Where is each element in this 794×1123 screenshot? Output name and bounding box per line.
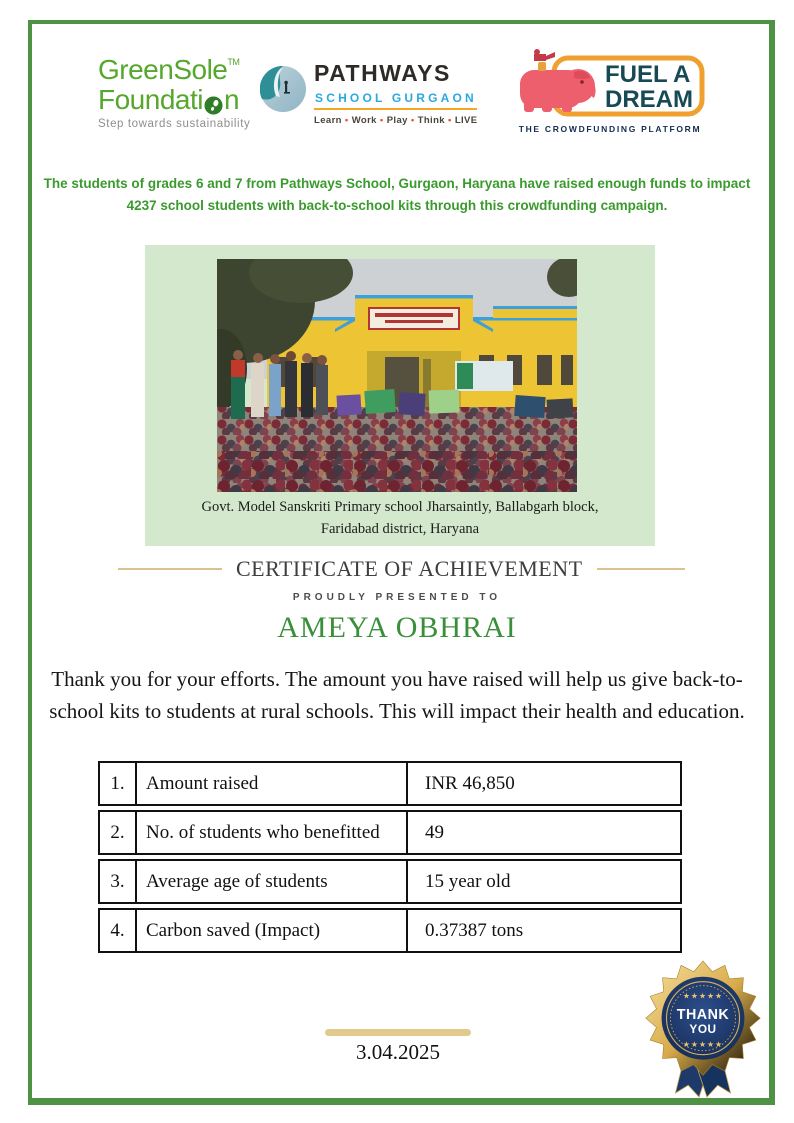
- row-label: No. of students who benefitted: [137, 812, 408, 853]
- school-photo-panel: [145, 245, 655, 546]
- fuel-a-dream-logo: [512, 48, 708, 134]
- table-row: [98, 859, 682, 904]
- globe-icon: [204, 92, 223, 111]
- fuel-a-wordmark: FUEL A: [605, 61, 691, 88]
- row-number: 4.: [100, 910, 137, 951]
- pathways-logo-emblem-icon: [260, 66, 306, 112]
- date-divider-rule: [325, 1029, 471, 1036]
- trademark-symbol: TM: [227, 57, 240, 67]
- greensole-wordmark: GreenSole™: [98, 54, 240, 85]
- photo-caption-line1: Govt. Model Sanskriti Primary school Jharsaintly, Ballabgarh block,: [201, 499, 599, 515]
- table-row: [98, 908, 682, 953]
- thank-you-message-line2: school kits to students at rural schools. This will impact their health and education.: [49, 698, 745, 723]
- photo-caption: [145, 497, 655, 541]
- pathways-tagline: Learn • Work • Play • Think • LIVE: [314, 115, 504, 126]
- row-value: INR 46,850: [425, 772, 515, 794]
- greensole-tagline: Step towards sustainability: [98, 118, 251, 130]
- thank-you-message: [35, 664, 759, 727]
- greensole-foundation-wordmark: Foundati n: [98, 84, 240, 115]
- presented-to-label: PROUDLY PRESENTED TO: [292, 592, 502, 603]
- fuel-a-dream-emblem-icon: [512, 48, 708, 118]
- campaign-statement-line1: The students of grades 6 and 7 from Pathways School, Gurgaon, Haryana have raised enough funds to impact: [43, 176, 751, 191]
- badge-stars-bottom: ★★★★★: [682, 1039, 724, 1049]
- row-value: 49: [425, 821, 444, 843]
- row-value: 0.37387 tons: [425, 919, 524, 941]
- thank-you-badge: [642, 959, 764, 1102]
- campaign-statement-line2: 4237 school students with back-to-school kits through this crowdfunding campaign.: [126, 198, 668, 214]
- row-number: 3.: [100, 861, 137, 902]
- row-number: 1.: [100, 763, 137, 804]
- recipient-name: AMEYA OBHRAI: [277, 611, 517, 644]
- badge-you-label: YOU: [689, 1021, 717, 1036]
- row-label: Average age of students: [137, 861, 408, 902]
- certificate-heading-row: [118, 556, 685, 582]
- pathways-school-logo: [260, 60, 504, 126]
- school-photo: [217, 259, 577, 492]
- badge-thank-label: THANK: [676, 1007, 730, 1024]
- row-label: Amount raised: [137, 763, 408, 804]
- pathways-wordmark: PATHWAYS: [314, 60, 451, 86]
- greensole-foundation-logo: [98, 56, 273, 131]
- table-row: [98, 761, 682, 806]
- photo-caption-line2: Faridabad district, Haryana: [320, 520, 480, 537]
- heading-rule-left: [118, 568, 222, 570]
- row-label: Carbon saved (Impact): [137, 910, 408, 951]
- certificate-date: 3.04.2025: [356, 1040, 440, 1064]
- row-number: 2.: [100, 812, 137, 853]
- heading-rule-right: [597, 568, 685, 570]
- table-row: [98, 810, 682, 855]
- certificate-title: CERTIFICATE OF ACHIEVEMENT: [236, 556, 583, 581]
- campaign-statement: [40, 173, 754, 218]
- badge-stars-top: ★★★★★: [682, 991, 724, 1001]
- thank-you-message-line1: Thank you for your efforts. The amount you have raised will help us give back-to-: [51, 667, 743, 691]
- pathways-school-gurgaon-label: SCHOOL GURGAON: [314, 87, 477, 110]
- row-value: 15 year old: [425, 870, 511, 892]
- dream-wordmark: DREAM: [605, 86, 693, 113]
- impact-table: [98, 761, 682, 957]
- fuel-a-dream-tagline: THE CROWDFUNDING PLATFORM: [518, 124, 702, 134]
